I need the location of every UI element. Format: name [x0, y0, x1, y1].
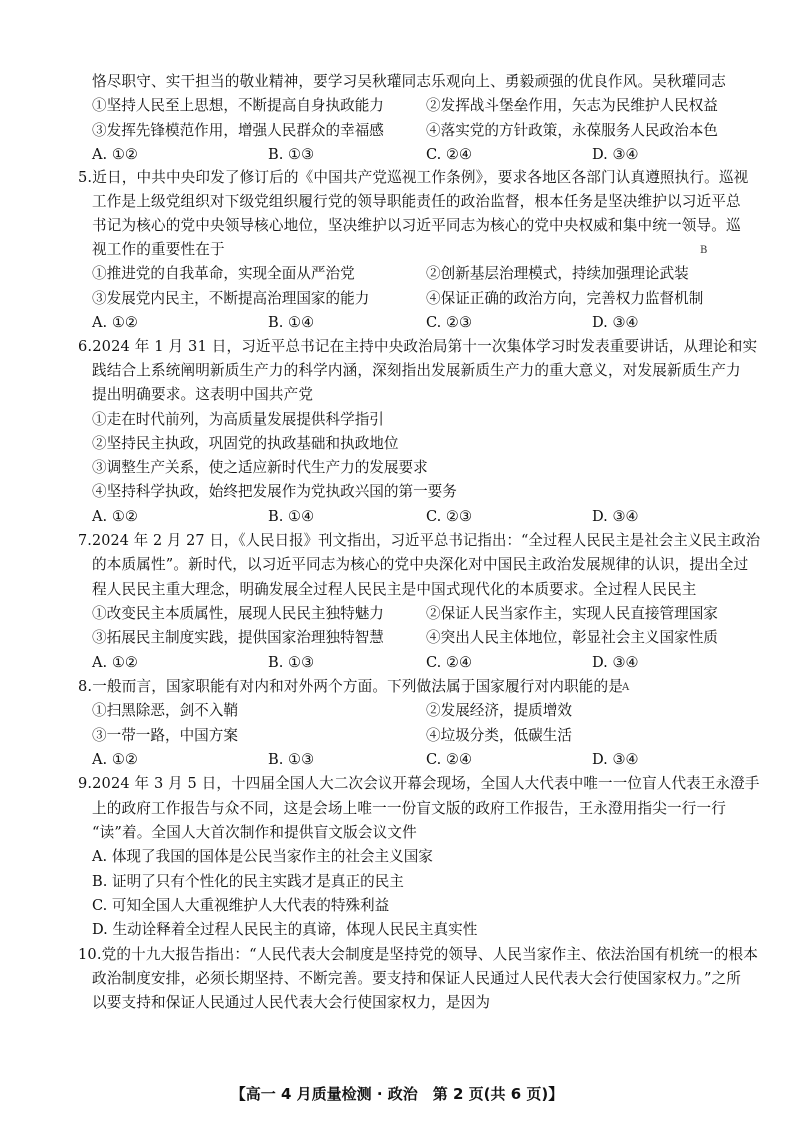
answer-option-c: C. ②③ [426, 508, 473, 525]
choice-item: ①坚持人民至上思想，不断提高自身执政能力 [92, 97, 384, 114]
choice-item: ③发挥先锋模范作用，增强人民群众的幸福感 [92, 122, 384, 139]
choice-item: ②保证人民当家作主，实现人民直接管理国家 [426, 605, 718, 622]
question-text: 恪尽职守、实干担当的敬业精神，要学习吴秋瓘同志乐观向上、勇毅顽强的优良作风。吴秋瓘同志 [92, 73, 726, 90]
answer-option-b: B. ①④ [268, 508, 315, 525]
answer-option-c: C. ②④ [426, 654, 473, 671]
choice-item: ②创新基层治理模式，持续加强理论武装 [426, 265, 689, 282]
question-6-text: 践结合上系统阐明新质生产力的科学内涵，深刻指出发展新质生产力的重大意义，对发展新质生产力 [92, 362, 741, 379]
question-7-text: 程人民民主重大理念，明确发展全过程人民民主是中国式现代化的本质要求。全过程人民民主 [92, 581, 697, 598]
choice-item: ②发展经济，提质增效 [426, 702, 572, 719]
question-9-text: 9.2024 年 3 月 5 日，十四届全国人大二次会议开幕会现场，全国人大代表中唯一一位盲人代表王永澄手 [78, 775, 760, 792]
answer-option-d: D. ③④ [592, 751, 639, 768]
answer-option-a: A. ①② [92, 314, 138, 331]
question-8-text: 8.一般而言，国家职能有对内和对外两个方面。下列做法属于国家履行对内职能的是 [78, 678, 624, 695]
choice-item: ④落实党的方针政策，永葆服务人民政治本色 [426, 122, 718, 139]
question-5-text: 视工作的重要性在于 [92, 241, 225, 258]
answer-option-a: A. 体现了我国的国体是公民当家作主的社会主义国家 [92, 848, 433, 865]
question-10-text: 政治制度安排，必须长期坚持、不断完善。要支持和保证人民通过人民代表大会行使国家权力。”之所 [92, 970, 742, 987]
question-6-text: 提出明确要求。这表明中国共产党 [92, 386, 314, 403]
choice-item: ③调整生产关系，使之适应新时代生产力的发展要求 [92, 459, 428, 476]
answer-option-c: C. ②③ [426, 314, 473, 331]
margin-mark: B [700, 245, 708, 256]
answer-option-b: B. ①③ [268, 146, 315, 163]
answer-option-a: A. ①② [92, 654, 138, 671]
question-6-text: 6.2024 年 1 月 31 日，习近平总书记在主持中央政治局第十一次集体学习时发表重要讲话，从理论和实 [78, 338, 758, 355]
question-10-text: 10.党的十九大报告指出：“人民代表大会制度是坚持党的领导、人民当家作主、依法治国有机统一的根本 [78, 946, 758, 963]
choice-item: ③拓展民主制度实践，提供国家治理独特智慧 [92, 629, 384, 646]
question-7-text: 7.2024 年 2 月 27 日，《人民日报》刊文指出，习近平总书记指出：“全过程人民民主是社会主义民主政治 [78, 532, 761, 549]
question-7-text: 的本质属性”。新时代，以习近平同志为核心的党中央深化对中国民主政治发展规律的认识，提出全过 [92, 556, 749, 573]
choice-item: ③发展党内民主，不断提高治理国家的能力 [92, 290, 370, 307]
answer-option-a: A. ①② [92, 146, 138, 163]
answer-option-b: B. ①③ [268, 654, 315, 671]
question-5-text: 工作是上级党组织对下级党组织履行党的领导职能责任的政治监督，根本任务是坚决维护以习近平总 [92, 193, 741, 210]
choice-item: ①扫黑除恶，剑不入鞘 [92, 702, 238, 719]
question-10-text: 以要支持和保证人民通过人民代表大会行使国家权力，是因为 [92, 994, 491, 1011]
answer-option-d: D. ③④ [592, 146, 639, 163]
choice-item: ①改变民主本质属性，展现人民民主独特魅力 [92, 605, 384, 622]
choice-item: ④保证正确的政治方向，完善权力监督机制 [426, 290, 704, 307]
answer-option-d: D. ③④ [592, 654, 639, 671]
answer-option-d: D. ③④ [592, 508, 639, 525]
answer-option-d: D. ③④ [592, 314, 639, 331]
question-9-text: 上的政府工作报告与众不同，这是会场上唯一一份盲文版的政府工作报告，王永澄用指尖一行一行 [92, 800, 726, 817]
choice-item: ④垃圾分类，低碳生活 [426, 727, 572, 744]
answer-option-a: A. ①② [92, 508, 138, 525]
answer-option-a: A. ①② [92, 751, 138, 768]
question-5-text: 5.近日，中共中央印发了修订后的《中国共产党巡视工作条例》，要求各地区各部门认真遵照执行。巡视 [78, 169, 749, 186]
answer-option-b: B. 证明了只有个性化的民主实践才是真正的民主 [92, 873, 404, 890]
choice-item: ④坚持科学执政，始终把发展作为党执政兴国的第一要务 [92, 483, 457, 500]
choice-item: ③一带一路，中国方案 [92, 727, 238, 744]
answer-option-d: D. 生动诠释着全过程人民民主的真谛，体现人民民主真实性 [92, 921, 478, 938]
answer-option-c: C. ②④ [426, 146, 473, 163]
choice-item: ②坚持民主执政，巩固党的执政基础和执政地位 [92, 435, 399, 452]
answer-option-b: B. ①③ [268, 751, 315, 768]
choice-item: ①走在时代前列，为高质量发展提供科学指引 [92, 411, 384, 428]
question-5-text: 书记为核心的党中央领导核心地位，坚决维护以习近平同志为核心的党中央权威和集中统一领导。巡 [92, 217, 741, 234]
question-9-text: “读”着。全国人大首次制作和提供盲文版会议文件 [92, 824, 417, 841]
answer-option-b: B. ①④ [268, 314, 315, 331]
choice-item: ④突出人民主体地位，彰显社会主义国家性质 [426, 629, 718, 646]
choice-item: ①推进党的自我革命，实现全面从严治党 [92, 265, 355, 282]
choice-item: ②发挥战斗堡垒作用，矢志为民维护人民权益 [426, 97, 718, 114]
page-footer: 【高一 4 月质量检测 · 政治 第 2 页(共 6 页)】 [230, 1085, 564, 1103]
answer-option-c: C. 可知全国人大重视维护人大代表的特殊利益 [92, 897, 390, 914]
margin-mark: A [622, 682, 630, 693]
answer-option-c: C. ②④ [426, 751, 473, 768]
